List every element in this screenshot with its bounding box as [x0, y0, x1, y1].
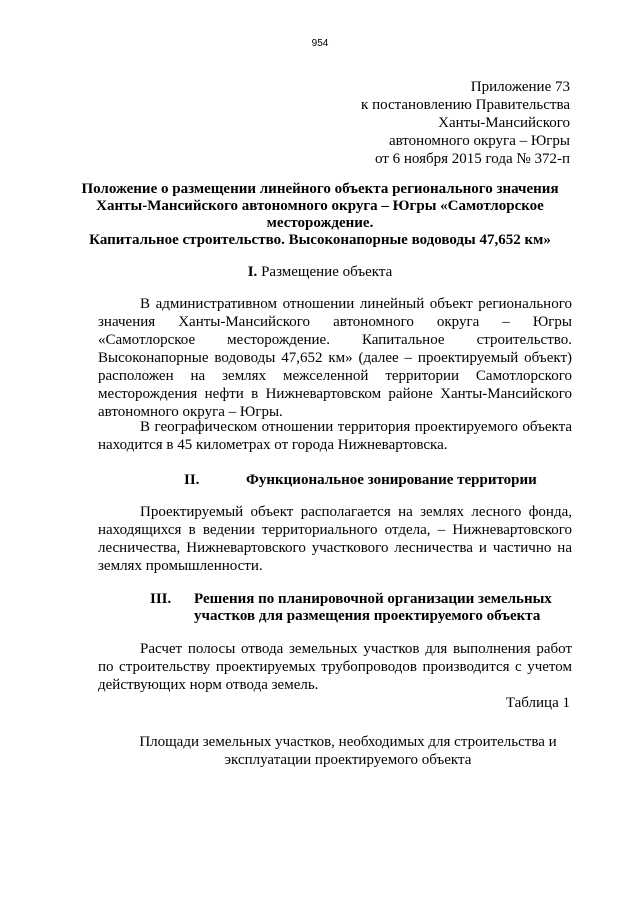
paragraph-zoning: [98, 503, 572, 575]
section-3-number: III.: [150, 591, 172, 607]
paragraph-line: Расчет полосы отвода земельных участков для выполнения работ: [140, 641, 572, 657]
paragraph-line: Проектируемый объект располагается на землях лесного фонда,: [140, 504, 572, 520]
paragraph-line: значения Ханты-Мансийского автономного округа – Югры: [98, 314, 572, 330]
paragraph-line: действующих норм отвода земель.: [98, 677, 319, 693]
title-line: Ханты-Мансийского автономного округа – Югры «Самотлорское: [96, 198, 544, 214]
annex-line: Приложение 73: [470, 79, 570, 95]
section-3-title-line: Решения по планировочной организации земельных: [194, 591, 552, 607]
section-3-title-line: участков для размещения проектируемого объекта: [194, 608, 541, 624]
annex-line: к постановлению Правительства: [361, 97, 570, 113]
paragraph-line: Высоконапорные водоводы 47,652 км» (далее – проектируемый объект): [98, 350, 572, 366]
paragraph-line: находящихся в ведении территориального отдела, – Нижневартовского: [98, 522, 572, 538]
page-number: 954: [311, 38, 329, 49]
table-title: [98, 733, 598, 769]
paragraph-line: лесничества, Нижневартовского участкового лесничества и частично на: [98, 540, 572, 556]
section-1-number: I.: [247, 264, 258, 280]
annex-line: автономного округа – Югры: [388, 133, 570, 149]
section-2-title: Функциональное зонирование территории: [246, 472, 537, 488]
paragraph-allotment: [98, 640, 572, 694]
section-1-title: Размещение объекта: [261, 264, 393, 280]
annex-line: от 6 ноября 2015 года № 372-п: [375, 151, 570, 167]
title-line: Положение о размещении линейного объекта регионального значения: [81, 181, 559, 197]
section-2-heading: [184, 471, 537, 489]
paragraph-line: автономного округа – Югры.: [98, 404, 283, 420]
paragraph-line: В административном отношении линейный объект регионального: [140, 296, 572, 312]
annex-block: [361, 78, 570, 168]
paragraph-line: В географическом отношении территория проектируемого объекта: [140, 419, 572, 435]
table-label: Таблица 1: [505, 695, 570, 711]
table-title-line: Площади земельных участков, необходимых для строительства и: [139, 734, 557, 750]
paragraph-line: «Самотлорское месторождение. Капитальное строительство.: [98, 332, 572, 348]
section-3-heading: [150, 591, 552, 625]
title-line: месторождение.: [266, 215, 374, 231]
table-title-line: эксплуатации проектируемого объекта: [224, 752, 472, 768]
annex-line: Ханты-Мансийского: [438, 115, 570, 131]
paragraph-line: месторождения нефти в Нижневартовском районе Ханты-Мансийского: [98, 386, 572, 402]
document-title: [70, 181, 570, 249]
title-line: Капитальное строительство. Высоконапорные водоводы 47,652 км»: [89, 232, 551, 248]
paragraph-geo-location: [98, 418, 572, 454]
paragraph-line: находится в 45 километрах от города Нижневартовска.: [98, 437, 448, 453]
paragraph-line: землях промышленности.: [98, 558, 263, 574]
paragraph-line: расположен на землях межселенной территории Самотлорского: [98, 368, 572, 384]
paragraph-admin-location: [98, 295, 572, 421]
section-2-number: II.: [184, 472, 200, 488]
paragraph-line: по строительству проектируемых трубопроводов производится с учетом: [98, 659, 572, 675]
section-1-heading: [0, 263, 640, 281]
